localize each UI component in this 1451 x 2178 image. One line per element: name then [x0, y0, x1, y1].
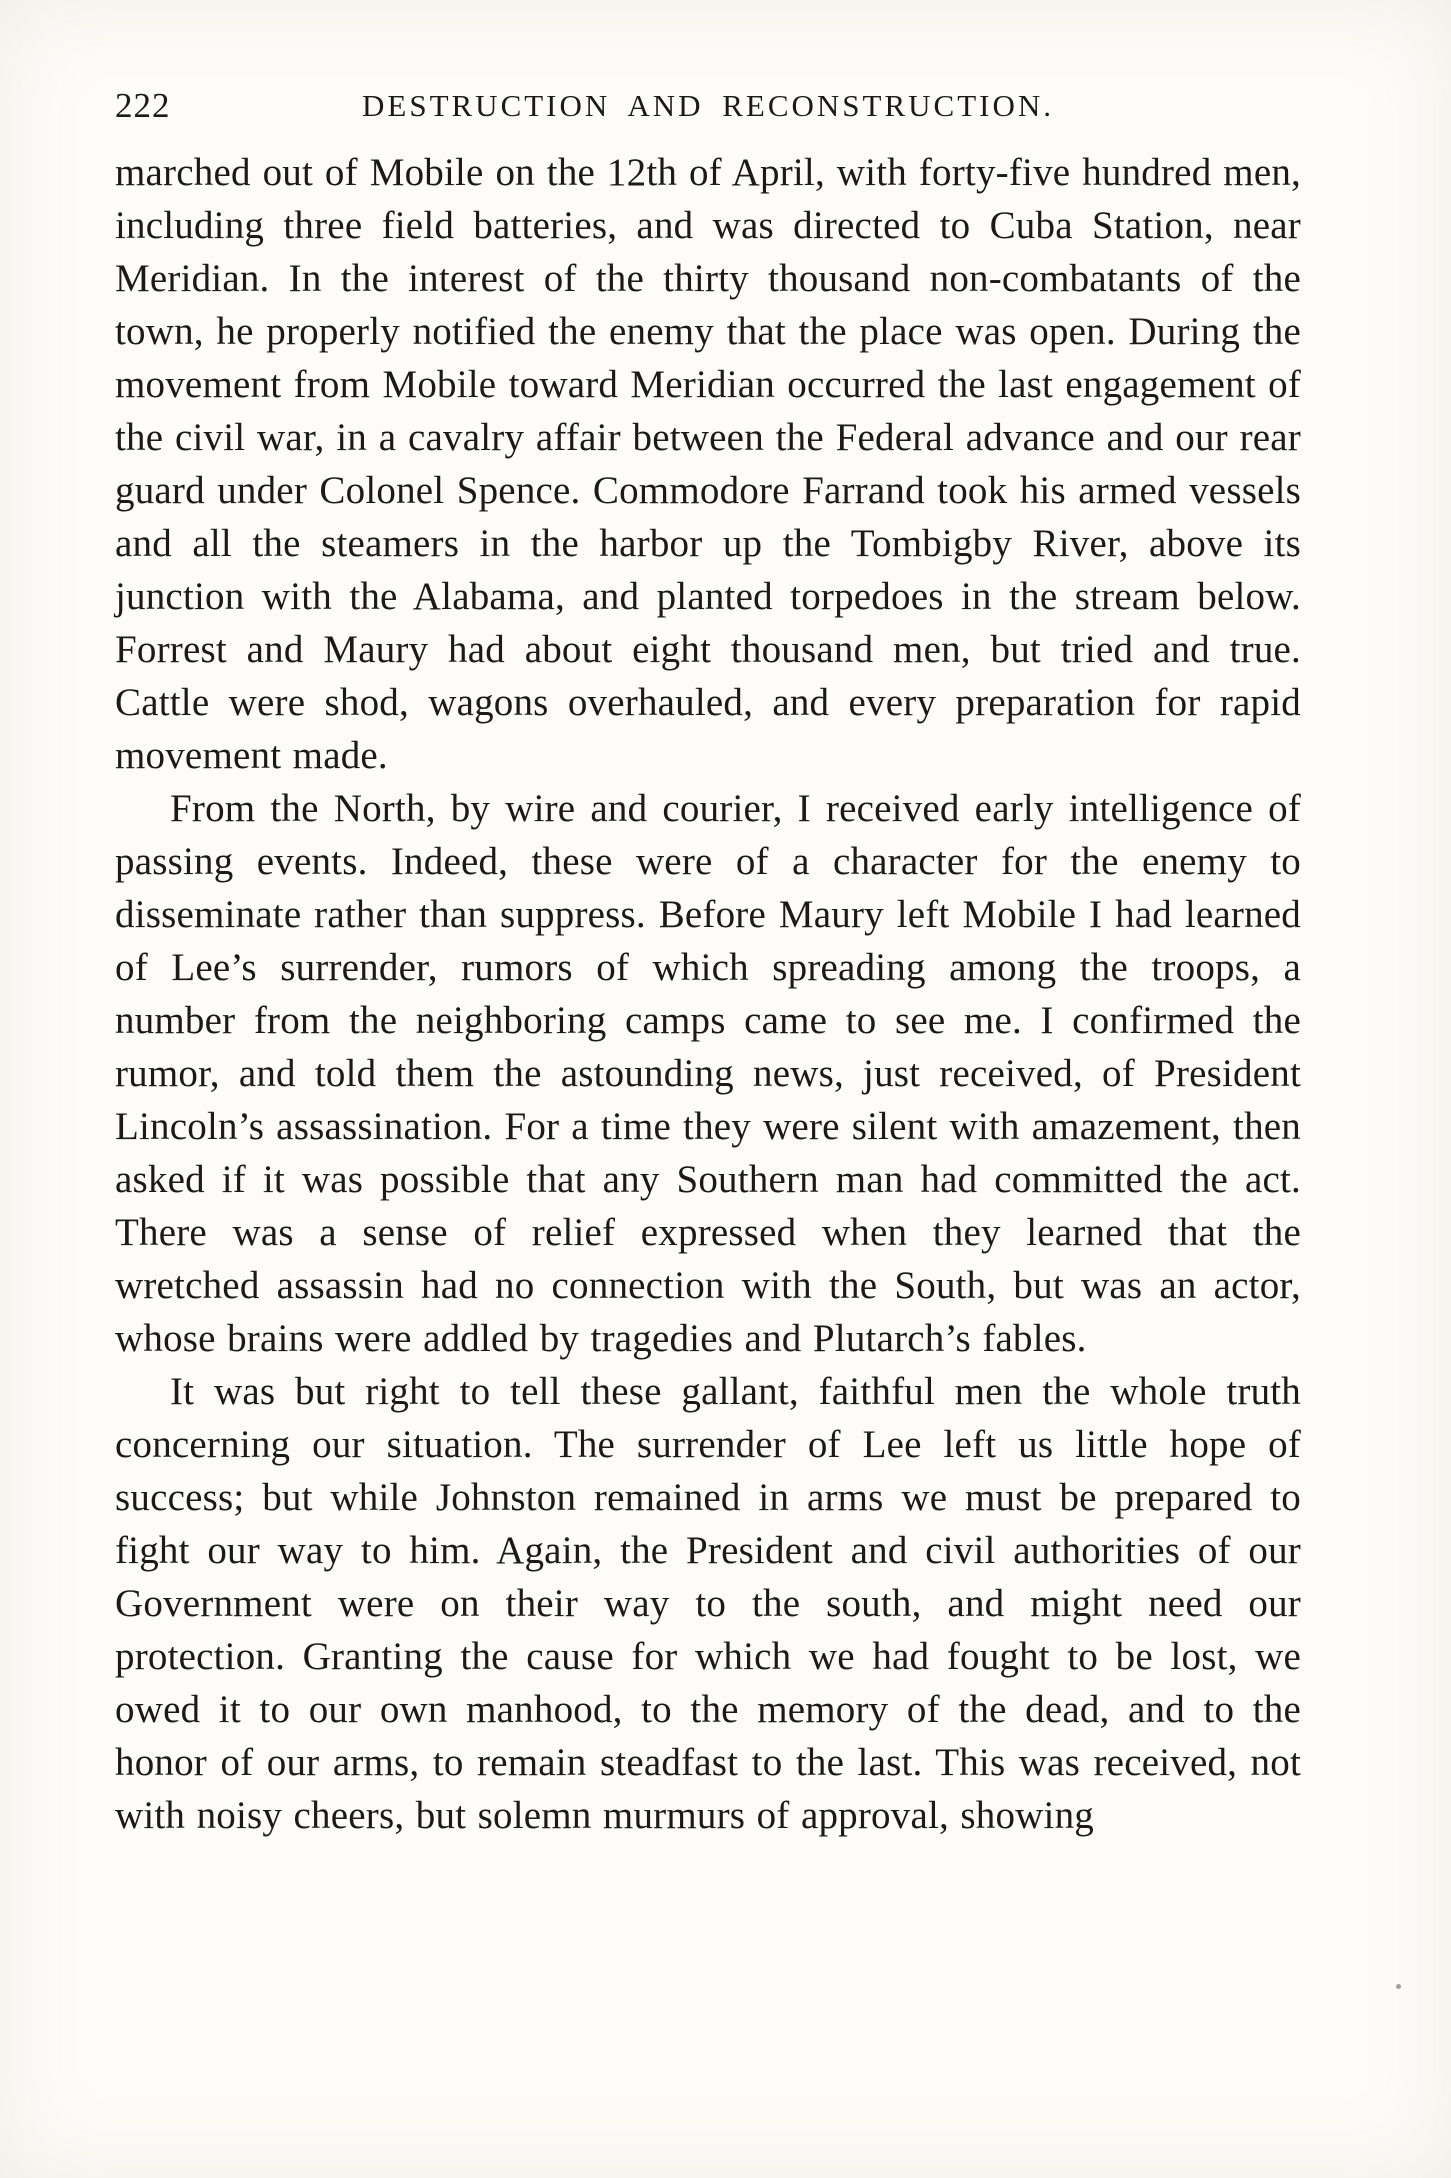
running-title: DESTRUCTION AND RECONSTRUCTION. — [362, 88, 1054, 123]
page-number: 222 — [115, 86, 171, 125]
page-body — [115, 146, 1301, 1842]
paragraph: From the North, by wire and courier, I received early intelligence of passing events. Indeed, these were of a character for the enemy to disseminate rather than suppress. Before Maury left Mobile I had learned of Lee’s surrender, rumors of which spreading among the troops, a number from the neighboring camps came to see me. I confirmed the rumor, and told them the astounding news, just received, of President Lincoln’s assassination. For a time they were silent with amazement, then asked if it was possible that any Southern man had committed the act. There was a sense of relief expressed when they learned that the wretched assassin had no connection with the South, but was an actor, whose brains were addled by tragedies and Plutarch’s fables. — [115, 787, 1301, 1360]
scan-artifact-speck — [1396, 1984, 1401, 1989]
page-header — [115, 86, 1301, 134]
paragraph-continuation: marched out of Mobile on the 12th of April, with forty-five hundred men, including three field batteries, and was directed to Cuba Station, near Meridian. In the interest of the thirty thousand non-combatants of the town, he properly notified the enemy that the place was open. During the movement from Mobile toward Meridian occurred the last engagement of the civil war, in a cavalry affair between the Federal advance and our rear guard under Colonel Spence. Commodore Farrand took his armed vessels and all the steamers in the harbor up the Tombigby River, above its junction with the Alabama, and planted torpedoes in the stream below. Forrest and Maury had about eight thousand men, but tried and true. Cattle were shod, wagons overhauled, and every preparation for rapid movement made. — [115, 151, 1301, 777]
paragraph-continues-next-page: It was but right to tell these gallant, faithful men the whole truth concerning our situation. The surrender of Lee left us little hope of success; but while Johnston remained in arms we must be prepared to fight our way to him. Again, the President and civil authorities of our Government were on their way to the south, and might need our protection. Granting the cause for which we had fought to be lost, we owed it to our own manhood, to the memory of the dead, and to the honor of our arms, to remain steadfast to the last. This was received, not with noisy cheers, but solemn murmurs of approval, showing — [115, 1370, 1301, 1837]
